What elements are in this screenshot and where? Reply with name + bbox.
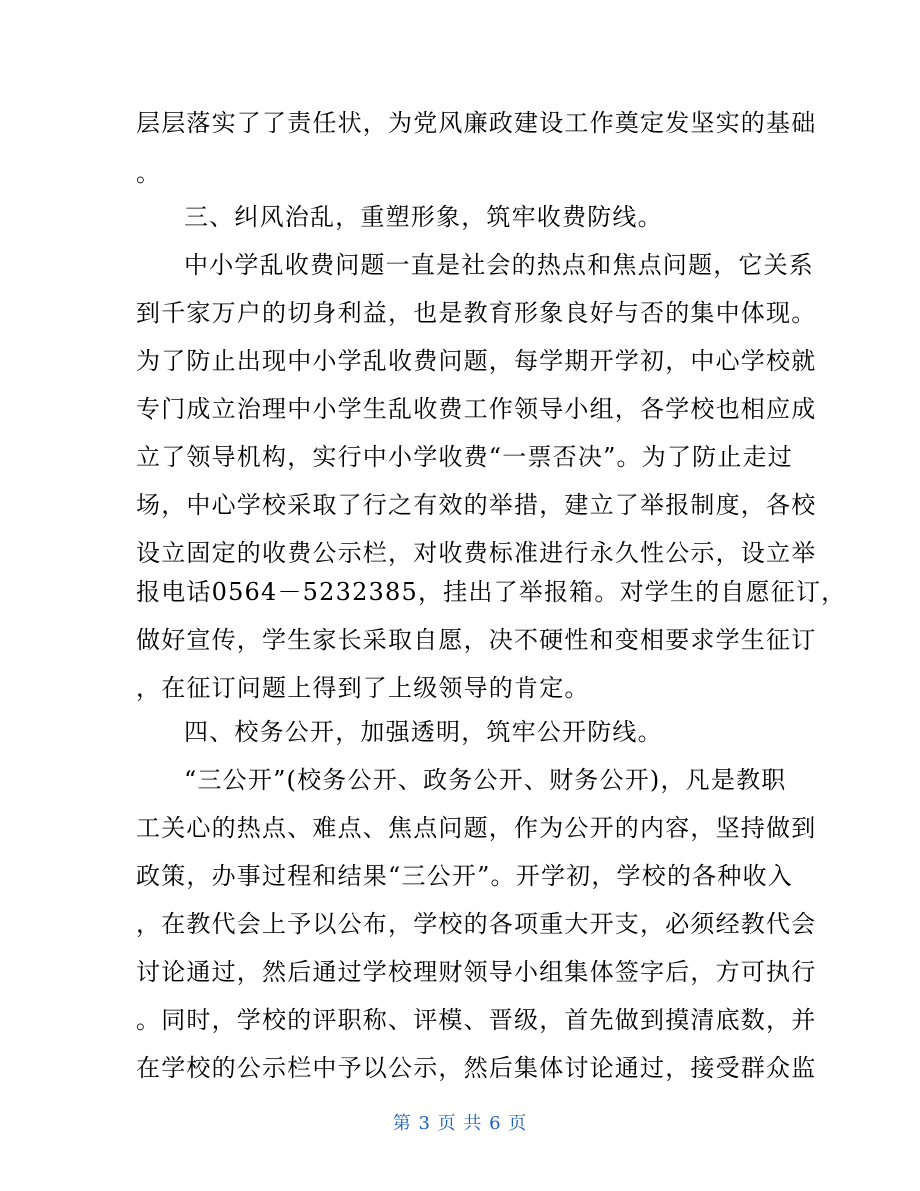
text-line: 层层落实了了责任状，为党风廉政建设工作奠定发坚实的基础 bbox=[136, 109, 817, 137]
text-line: ，在征订问题上得到了上级领导的肯定。 bbox=[136, 674, 590, 702]
text-line: 报电话0564－5232385，挂出了举报箱。对学生的自愿征订， bbox=[136, 578, 847, 606]
text-line: 立了领导机构，实行中小学收费“一票否决”。为了防止走过 bbox=[136, 443, 793, 471]
text-line: 为了防止出现中小学乱收费问题，每学期开学初，中心学校就 bbox=[136, 347, 817, 375]
text-line: 场，中心学校采取了行之有效的举措，建立了举报制度，各校 bbox=[136, 491, 817, 519]
text-line: 设立固定的收费公示栏，对收费标准进行永久性公示，设立举 bbox=[136, 539, 817, 567]
text-line: 中小学乱收费问题一直是社会的热点和焦点问题，它关系 bbox=[184, 251, 814, 279]
section-heading: 三、纠风治乱，重塑形象，筑牢收费防线。 bbox=[184, 203, 663, 231]
page-number-footer: 第 3 页 共 6 页 bbox=[392, 1113, 528, 1134]
section-heading: 四、校务公开，加强透明，筑牢公开防线。 bbox=[184, 718, 663, 746]
text-line: 做好宣传，学生家长采取自愿，决不硬性和变相要求学生征订 bbox=[136, 626, 817, 654]
text-line: 专门成立治理中小学生乱收费工作领导小组，各学校也相应成 bbox=[136, 395, 817, 423]
text-line: 。 bbox=[136, 159, 162, 187]
text-line: 。同时，学校的评职称、评模、晋级，首先做到摸清底数，并 bbox=[136, 1006, 817, 1034]
text-line: “三公开”(校务公开、政务公开、财务公开)，凡是教职 bbox=[184, 766, 787, 794]
text-line: 政策，办事过程和结果“三公开”。开学初，学校的各种收入 bbox=[136, 862, 793, 890]
text-line: 讨论通过，然后通过学校理财领导小组集体签字后，方可执行 bbox=[136, 958, 817, 986]
text-line: ，在教代会上予以公布，学校的各项重大开支，必须经教代会 bbox=[136, 910, 817, 938]
text-line: 工关心的热点、难点、焦点问题，作为公开的内容，坚持做到 bbox=[136, 814, 817, 842]
text-line: 到千家万户的切身利益，也是教育形象良好与否的集中体现。 bbox=[136, 299, 817, 327]
text-line: 在学校的公示栏中予以公示，然后集体讨论通过，接受群众监 bbox=[136, 1054, 817, 1082]
